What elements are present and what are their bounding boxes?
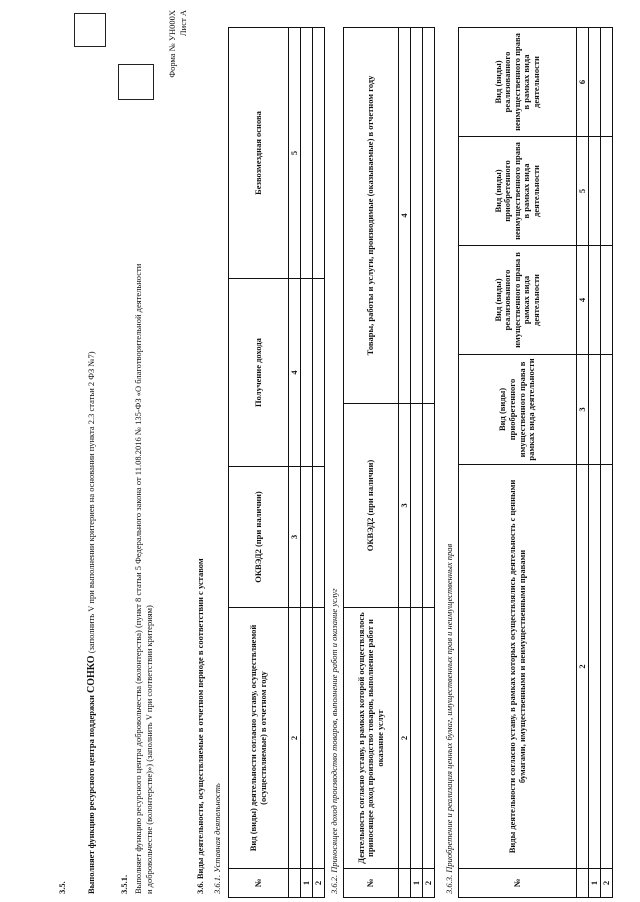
table-361-colnum: 2 [289,608,301,869]
table-363-header-acquired-nonproperty: Вид (виды) приобретенного неимущественного права в рамках вида деятельности [459,137,577,246]
table-361-colnum [289,869,301,898]
table-362-header-activity: Деятельность согласно уставу, в рамках которой осуществлялось приносящее доход производство товаров, выполнение работ и оказание услуг [344,608,399,869]
row-number: 1 [589,869,601,898]
table-361-colnum: 4 [289,279,301,467]
table-row [301,28,313,898]
row-number: 2 [423,869,435,898]
table-cell[interactable] [313,28,325,279]
table-363 [458,27,613,898]
table-363-colnum: 5 [577,137,589,246]
table-362 [343,27,435,898]
table-361-caption: 3.6.1. Уставная деятельность [212,783,222,894]
table-363-colnum: 6 [577,28,589,137]
section-35-bold: СОНКО [86,655,97,693]
table-cell[interactable] [601,28,613,137]
table-363-caption: 3.6.3. Приобретение и реализация ценных бумаг, имущественных прав и неимущественных прав [444,543,454,894]
table-361 [228,27,325,898]
table-cell[interactable] [313,279,325,467]
section-35-prefix: Выполняет функцию ресурсного центра поддержки [86,692,96,894]
table-362-colnum: 4 [399,28,411,404]
row-number: 1 [411,869,423,898]
table-363-header-acquired-property: Вид (виды) приобретенного имущественного права в рамках вида деятельности [459,355,577,465]
table-cell[interactable] [313,467,325,608]
table-cell[interactable] [601,246,613,355]
row-number: 2 [313,869,325,898]
table-363-header-sold-property: Вид (виды) реализованного имущественного права в рамках вида деятельности [459,246,577,355]
table-cell[interactable] [301,467,313,608]
table-363-colnum: 3 [577,355,589,465]
table-362-caption: 3.6.2. Приносящее доход производство товаров, выполнение работ и оказание услуг [329,588,339,894]
table-363-header-no: № [459,869,577,898]
section-351-line1: Выполняет функцию ресурсного центра добровольчества (волонтерства) (пункт 8 статьи 5 Федерального закона от 11.08.2016 № 135-ФЗ «О благотворительной деятельности [133,263,143,894]
table-cell[interactable] [601,355,613,465]
table-cell[interactable] [411,28,423,404]
table-cell[interactable] [301,28,313,279]
table-row [423,28,435,898]
table-363-colnum: 4 [577,246,589,355]
table-361-colnum: 5 [289,28,301,279]
table-cell[interactable] [589,355,601,465]
section-36-title: 3.6. Виды деятельности, осуществляемые в отчетном периоде в соответствии с уставом [195,558,205,894]
table-cell[interactable] [313,608,325,869]
section-35-number: 3.5. [57,881,67,894]
table-cell[interactable] [589,137,601,246]
table-363-colnum: 2 [577,465,589,869]
checkbox-sonko[interactable] [74,13,106,47]
table-cell[interactable] [301,279,313,467]
table-cell[interactable] [411,404,423,608]
table-362-colnum: 2 [399,608,411,869]
table-361-header-free: Безвозмездная основа [229,28,289,279]
section-35-text [86,194,98,894]
table-361-header-activity: Вид (виды) деятельности согласно уставу, осуществляемой (осуществляемые) в отчетном году [229,608,289,869]
table-cell[interactable] [301,608,313,869]
table-cell[interactable] [601,137,613,246]
table-row [601,28,613,898]
table-362-colnum [399,869,411,898]
table-cell[interactable] [423,404,435,608]
table-361-header-income: Получение дохода [229,279,289,467]
table-cell[interactable] [601,465,613,869]
section-35-suffix: (заполнить V при выполнении критериев на основании пункта 2.3 статьи 2 ФЗ №7) [86,351,96,656]
table-row [589,28,601,898]
table-363-header-activity: Виды деятельности согласно уставу, в рамках которых осуществлялись деятельность с ценными бумагами, имущественными и неимущественными правами [459,465,577,869]
section-351-number: 3.5.1. [119,874,129,894]
table-362-header-goods: Товары, работы и услуги, производимые (оказываемые) в отчетном году [344,28,399,404]
section-351-line2: и добровольчестве (волонтерстве)») (заполнить V при соответствии критериям) [144,605,154,894]
table-cell[interactable] [589,465,601,869]
checkbox-volunteer-center[interactable] [118,64,154,100]
table-363-header-sold-nonproperty: Вид (виды) реализованного неимущественного права в рамках вида деятельности [459,28,577,137]
table-363-colnum [577,869,589,898]
table-cell[interactable] [589,28,601,137]
table-362-header-okved: ОКВЭД2 (при наличии) [344,404,399,608]
table-361-header-no: № [229,869,289,898]
table-362-header-no: № [344,869,399,898]
form-sheet: Лист А [178,10,188,37]
table-cell[interactable] [411,608,423,869]
table-row [411,28,423,898]
table-361-colnum: 3 [289,467,301,608]
form-number: Форма № УН000Х [167,10,177,78]
table-row [313,28,325,898]
row-number: 2 [601,869,613,898]
table-cell[interactable] [423,608,435,869]
table-362-colnum: 3 [399,404,411,608]
row-number: 1 [301,869,313,898]
table-cell[interactable] [423,28,435,404]
table-361-header-okved: ОКВЭД2 (при наличии) [229,467,289,608]
table-cell[interactable] [589,246,601,355]
